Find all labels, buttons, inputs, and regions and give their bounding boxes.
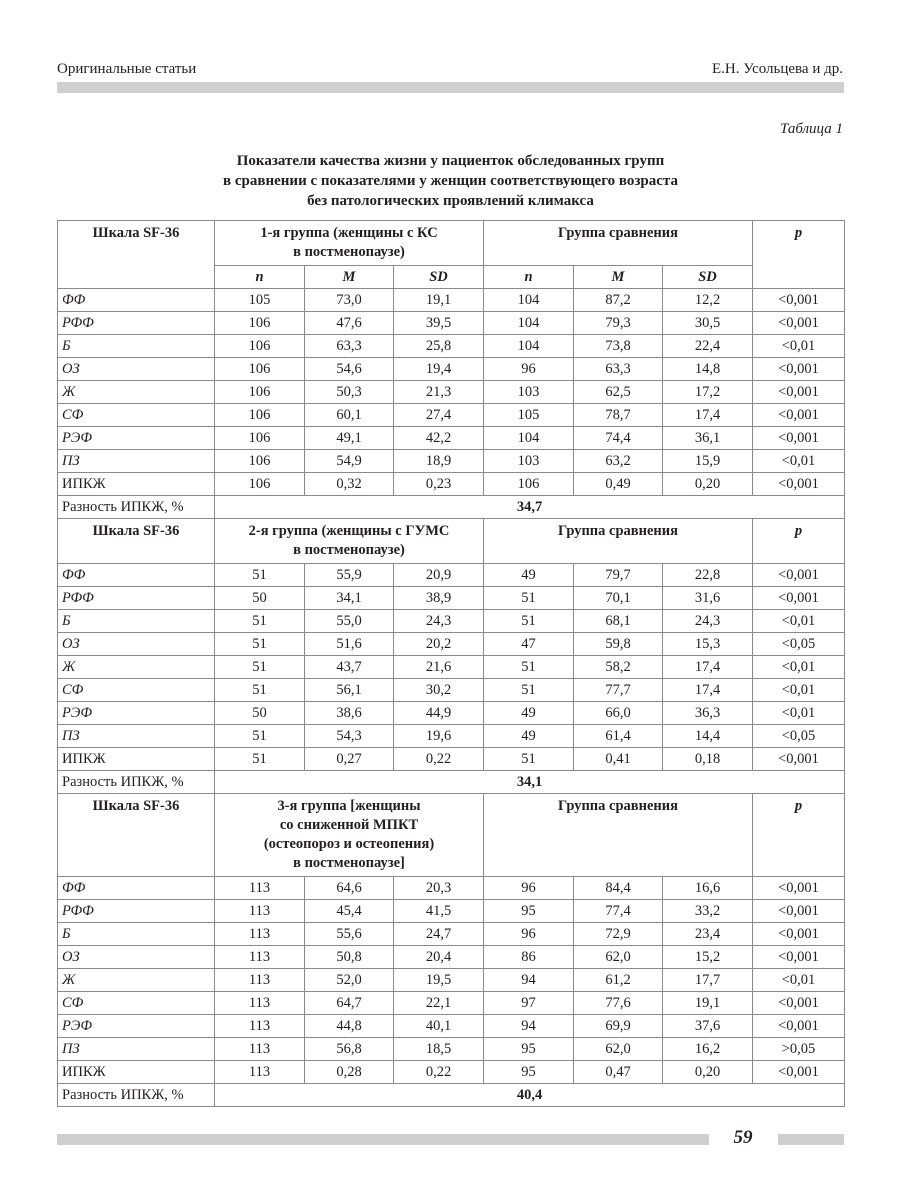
group-n-cell: 106 xyxy=(215,312,305,335)
p-header: p xyxy=(753,221,845,289)
p-value-cell: <0,001 xyxy=(753,312,845,335)
table-row xyxy=(58,381,845,404)
comparison-sd-cell: 17,2 xyxy=(663,381,753,404)
p-value-cell: <0,001 xyxy=(753,404,845,427)
comparison-m-cell: 62,0 xyxy=(574,946,663,969)
comparison-n-cell: 51 xyxy=(484,679,574,702)
table-row xyxy=(58,1015,845,1038)
comparison-m-cell: 69,9 xyxy=(574,1015,663,1038)
quality-of-life-table xyxy=(57,220,845,1107)
comparison-n-cell: 47 xyxy=(484,633,574,656)
p-value-cell: <0,001 xyxy=(753,748,845,771)
scale-label-cell: СФ xyxy=(58,679,215,702)
group-m-cell: 52,0 xyxy=(305,969,394,992)
comparison-sd-cell: 37,6 xyxy=(663,1015,753,1038)
diff-row xyxy=(58,496,845,519)
group-sd-cell: 19,1 xyxy=(394,289,484,312)
group-n-cell: 113 xyxy=(215,1038,305,1061)
p-header: p xyxy=(753,794,845,877)
comparison-sd-cell: 24,3 xyxy=(663,610,753,633)
comparison-n-cell: 51 xyxy=(484,748,574,771)
group-title-header xyxy=(215,794,484,877)
scale-label-cell: Ж xyxy=(58,381,215,404)
group-sd-cell: 20,3 xyxy=(394,877,484,900)
comparison-m-cell: 70,1 xyxy=(574,587,663,610)
subheader-sd: SD xyxy=(394,266,484,289)
header-rule xyxy=(57,82,844,93)
comparison-sd-cell: 17,7 xyxy=(663,969,753,992)
comparison-m-cell: 72,9 xyxy=(574,923,663,946)
subheader-m: M xyxy=(305,266,394,289)
group-sd-cell: 20,9 xyxy=(394,564,484,587)
table-title xyxy=(57,151,844,211)
group-n-cell: 51 xyxy=(215,656,305,679)
scale-header: Шкала SF-36 xyxy=(58,221,215,289)
comparison-m-cell: 77,7 xyxy=(574,679,663,702)
comparison-sd-cell: 0,18 xyxy=(663,748,753,771)
scale-label-cell: РФФ xyxy=(58,312,215,335)
table-row xyxy=(58,969,845,992)
group-n-cell: 106 xyxy=(215,381,305,404)
group-n-cell: 106 xyxy=(215,450,305,473)
group-n-cell: 51 xyxy=(215,725,305,748)
p-value-cell: <0,001 xyxy=(753,358,845,381)
comparison-n-cell: 51 xyxy=(484,610,574,633)
comparison-n-cell: 106 xyxy=(484,473,574,496)
scale-label-cell: РЭФ xyxy=(58,1015,215,1038)
scale-label-cell: ОЗ xyxy=(58,358,215,381)
scale-label-cell: Ж xyxy=(58,656,215,679)
group-sd-cell: 24,3 xyxy=(394,610,484,633)
group-sd-cell: 19,5 xyxy=(394,969,484,992)
p-value-cell: >0,05 xyxy=(753,1038,845,1061)
group-n-cell: 113 xyxy=(215,900,305,923)
comparison-m-cell: 63,2 xyxy=(574,450,663,473)
scale-label-cell: РФФ xyxy=(58,587,215,610)
group-m-cell: 56,8 xyxy=(305,1038,394,1061)
group-sd-cell: 21,6 xyxy=(394,656,484,679)
group-n-cell: 51 xyxy=(215,633,305,656)
table-row xyxy=(58,679,845,702)
group-title-line: в постменопаузе] xyxy=(293,855,405,871)
group-header-row xyxy=(58,519,845,564)
table-row xyxy=(58,358,845,381)
scale-label-cell: ПЗ xyxy=(58,1038,215,1061)
group-n-cell: 106 xyxy=(215,404,305,427)
diff-value-cell: 34,7 xyxy=(215,496,845,519)
group-sd-cell: 20,2 xyxy=(394,633,484,656)
diff-row xyxy=(58,771,845,794)
comparison-m-cell: 79,3 xyxy=(574,312,663,335)
group-header-row xyxy=(58,221,845,266)
subheader-n: n xyxy=(484,266,574,289)
comparison-n-cell: 94 xyxy=(484,969,574,992)
scale-label-cell: ПЗ xyxy=(58,450,215,473)
comparison-m-cell: 63,3 xyxy=(574,358,663,381)
comparison-m-cell: 62,5 xyxy=(574,381,663,404)
scale-label-cell: Б xyxy=(58,923,215,946)
group-m-cell: 49,1 xyxy=(305,427,394,450)
p-value-cell: <0,05 xyxy=(753,633,845,656)
group-sd-cell: 44,9 xyxy=(394,702,484,725)
comparison-sd-cell: 22,8 xyxy=(663,564,753,587)
group-m-cell: 45,4 xyxy=(305,900,394,923)
table-row xyxy=(58,702,845,725)
comparison-n-cell: 96 xyxy=(484,923,574,946)
comparison-n-cell: 104 xyxy=(484,427,574,450)
group-sd-cell: 22,1 xyxy=(394,992,484,1015)
comparison-sd-cell: 36,1 xyxy=(663,427,753,450)
p-value-cell: <0,01 xyxy=(753,679,845,702)
comparison-m-cell: 87,2 xyxy=(574,289,663,312)
group-title-line: в постменопаузе) xyxy=(293,542,405,558)
table-row xyxy=(58,312,845,335)
comparison-m-cell: 77,4 xyxy=(574,900,663,923)
comparison-m-cell: 61,4 xyxy=(574,725,663,748)
diff-label-cell: Разность ИПКЖ, % xyxy=(58,771,215,794)
group-n-cell: 113 xyxy=(215,969,305,992)
table-title-line: без патологических проявлений климакса xyxy=(307,193,594,209)
group-m-cell: 64,7 xyxy=(305,992,394,1015)
group-header-row xyxy=(58,794,845,877)
table-row xyxy=(58,427,845,450)
group-m-cell: 55,6 xyxy=(305,923,394,946)
group-n-cell: 113 xyxy=(215,992,305,1015)
comparison-group-header: Группа сравнения xyxy=(484,221,753,266)
p-value-cell: <0,01 xyxy=(753,335,845,358)
comparison-n-cell: 104 xyxy=(484,289,574,312)
group-m-cell: 44,8 xyxy=(305,1015,394,1038)
group-sd-cell: 41,5 xyxy=(394,900,484,923)
comparison-m-cell: 68,1 xyxy=(574,610,663,633)
table-row xyxy=(58,1061,845,1084)
comparison-sd-cell: 15,9 xyxy=(663,450,753,473)
group-n-cell: 113 xyxy=(215,1061,305,1084)
comparison-m-cell: 66,0 xyxy=(574,702,663,725)
group-sd-cell: 42,2 xyxy=(394,427,484,450)
comparison-sd-cell: 22,4 xyxy=(663,335,753,358)
group-sd-cell: 18,9 xyxy=(394,450,484,473)
scale-label-cell: ИПКЖ xyxy=(58,748,215,771)
comparison-n-cell: 96 xyxy=(484,877,574,900)
comparison-sd-cell: 15,3 xyxy=(663,633,753,656)
scale-label-cell: Б xyxy=(58,610,215,633)
scale-label-cell: РФФ xyxy=(58,900,215,923)
group-n-cell: 51 xyxy=(215,610,305,633)
comparison-m-cell: 73,8 xyxy=(574,335,663,358)
group-sd-cell: 27,4 xyxy=(394,404,484,427)
group-sd-cell: 18,5 xyxy=(394,1038,484,1061)
page-number: 59 xyxy=(733,1127,753,1148)
p-value-cell: <0,01 xyxy=(753,450,845,473)
comparison-m-cell: 78,7 xyxy=(574,404,663,427)
group-sd-cell: 24,7 xyxy=(394,923,484,946)
p-value-cell: <0,05 xyxy=(753,725,845,748)
comparison-group-header: Группа сравнения xyxy=(484,794,753,877)
group-title-line: 1-я группа (женщины с КС xyxy=(260,225,438,241)
table-row xyxy=(58,656,845,679)
p-value-cell: <0,01 xyxy=(753,702,845,725)
group-m-cell: 64,6 xyxy=(305,877,394,900)
group-m-cell: 0,28 xyxy=(305,1061,394,1084)
group-m-cell: 60,1 xyxy=(305,404,394,427)
scale-label-cell: РЭФ xyxy=(58,702,215,725)
comparison-sd-cell: 17,4 xyxy=(663,404,753,427)
comparison-m-cell: 61,2 xyxy=(574,969,663,992)
group-sd-cell: 38,9 xyxy=(394,587,484,610)
table-row xyxy=(58,633,845,656)
scale-label-cell: СФ xyxy=(58,404,215,427)
scale-label-cell: ФФ xyxy=(58,877,215,900)
group-n-cell: 51 xyxy=(215,564,305,587)
comparison-sd-cell: 17,4 xyxy=(663,679,753,702)
subheader-m: M xyxy=(574,266,663,289)
table-row xyxy=(58,900,845,923)
comparison-m-cell: 79,7 xyxy=(574,564,663,587)
scale-label-cell: Б xyxy=(58,335,215,358)
scale-label-cell: ФФ xyxy=(58,289,215,312)
group-sd-cell: 0,22 xyxy=(394,1061,484,1084)
group-m-cell: 0,27 xyxy=(305,748,394,771)
running-header-section: Оригинальные статьи xyxy=(57,61,197,77)
p-value-cell: <0,001 xyxy=(753,587,845,610)
group-sd-cell: 25,8 xyxy=(394,335,484,358)
table-title-line: в сравнении с показателями у женщин соответствующего возраста xyxy=(223,173,678,189)
group-m-cell: 55,0 xyxy=(305,610,394,633)
scale-label-cell: ИПКЖ xyxy=(58,1061,215,1084)
comparison-sd-cell: 16,6 xyxy=(663,877,753,900)
comparison-n-cell: 86 xyxy=(484,946,574,969)
group-n-cell: 51 xyxy=(215,679,305,702)
table-row xyxy=(58,404,845,427)
comparison-n-cell: 51 xyxy=(484,656,574,679)
group-m-cell: 56,1 xyxy=(305,679,394,702)
comparison-sd-cell: 16,2 xyxy=(663,1038,753,1061)
comparison-sd-cell: 30,5 xyxy=(663,312,753,335)
group-sd-cell: 21,3 xyxy=(394,381,484,404)
comparison-n-cell: 49 xyxy=(484,702,574,725)
group-m-cell: 38,6 xyxy=(305,702,394,725)
comparison-m-cell: 84,4 xyxy=(574,877,663,900)
group-m-cell: 63,3 xyxy=(305,335,394,358)
diff-value-cell: 34,1 xyxy=(215,771,845,794)
group-m-cell: 51,6 xyxy=(305,633,394,656)
group-title-line: в постменопаузе) xyxy=(293,244,405,260)
p-header: p xyxy=(753,519,845,564)
group-n-cell: 113 xyxy=(215,877,305,900)
footer-rule-right xyxy=(778,1134,844,1145)
p-value-cell: <0,001 xyxy=(753,1061,845,1084)
comparison-n-cell: 95 xyxy=(484,900,574,923)
p-value-cell: <0,001 xyxy=(753,1015,845,1038)
table-row xyxy=(58,748,845,771)
group-title-line: (остеопороз и остеопения) xyxy=(263,836,435,852)
p-value-cell: <0,01 xyxy=(753,969,845,992)
table-title-line: Показатели качества жизни у пациенток обследованных групп xyxy=(236,153,665,169)
group-n-cell: 113 xyxy=(215,923,305,946)
comparison-n-cell: 95 xyxy=(484,1061,574,1084)
group-n-cell: 51 xyxy=(215,748,305,771)
comparison-m-cell: 62,0 xyxy=(574,1038,663,1061)
scale-label-cell: ИПКЖ xyxy=(58,473,215,496)
comparison-sd-cell: 23,4 xyxy=(663,923,753,946)
footer-rule xyxy=(57,1134,709,1145)
table-row xyxy=(58,1038,845,1061)
group-m-cell: 54,9 xyxy=(305,450,394,473)
group-m-cell: 47,6 xyxy=(305,312,394,335)
p-value-cell: <0,001 xyxy=(753,900,845,923)
p-value-cell: <0,001 xyxy=(753,381,845,404)
group-m-cell: 55,9 xyxy=(305,564,394,587)
group-sd-cell: 19,4 xyxy=(394,358,484,381)
group-m-cell: 54,3 xyxy=(305,725,394,748)
group-sd-cell: 40,1 xyxy=(394,1015,484,1038)
comparison-n-cell: 94 xyxy=(484,1015,574,1038)
group-sd-cell: 20,4 xyxy=(394,946,484,969)
group-n-cell: 106 xyxy=(215,335,305,358)
comparison-sd-cell: 14,4 xyxy=(663,725,753,748)
comparison-m-cell: 0,41 xyxy=(574,748,663,771)
scale-label-cell: ОЗ xyxy=(58,946,215,969)
table-row xyxy=(58,335,845,358)
comparison-n-cell: 103 xyxy=(484,381,574,404)
group-sd-cell: 0,22 xyxy=(394,748,484,771)
subheader-n: n xyxy=(215,266,305,289)
comparison-n-cell: 49 xyxy=(484,725,574,748)
comparison-sd-cell: 15,2 xyxy=(663,946,753,969)
group-n-cell: 113 xyxy=(215,1015,305,1038)
group-sd-cell: 19,6 xyxy=(394,725,484,748)
table-row xyxy=(58,725,845,748)
scale-label-cell: СФ xyxy=(58,992,215,1015)
table-row xyxy=(58,610,845,633)
table-number: Таблица 1 xyxy=(780,121,843,137)
scale-label-cell: ПЗ xyxy=(58,725,215,748)
comparison-n-cell: 104 xyxy=(484,335,574,358)
group-n-cell: 106 xyxy=(215,473,305,496)
group-m-cell: 34,1 xyxy=(305,587,394,610)
comparison-n-cell: 103 xyxy=(484,450,574,473)
group-m-cell: 50,3 xyxy=(305,381,394,404)
group-m-cell: 73,0 xyxy=(305,289,394,312)
diff-label-cell: Разность ИПКЖ, % xyxy=(58,496,215,519)
comparison-sd-cell: 0,20 xyxy=(663,473,753,496)
diff-row xyxy=(58,1084,845,1107)
p-value-cell: <0,001 xyxy=(753,564,845,587)
group-n-cell: 50 xyxy=(215,587,305,610)
group-title-header xyxy=(215,221,484,266)
comparison-m-cell: 0,47 xyxy=(574,1061,663,1084)
comparison-n-cell: 97 xyxy=(484,992,574,1015)
group-n-cell: 106 xyxy=(215,427,305,450)
comparison-sd-cell: 33,2 xyxy=(663,900,753,923)
table-row xyxy=(58,564,845,587)
comparison-sd-cell: 12,2 xyxy=(663,289,753,312)
p-value-cell: <0,001 xyxy=(753,923,845,946)
comparison-m-cell: 74,4 xyxy=(574,427,663,450)
group-n-cell: 50 xyxy=(215,702,305,725)
group-m-cell: 54,6 xyxy=(305,358,394,381)
group-title-header xyxy=(215,519,484,564)
group-sd-cell: 30,2 xyxy=(394,679,484,702)
p-value-cell: <0,001 xyxy=(753,289,845,312)
p-value-cell: <0,001 xyxy=(753,877,845,900)
group-n-cell: 113 xyxy=(215,946,305,969)
group-title-line: 3-я группа [женщины xyxy=(277,798,421,814)
comparison-sd-cell: 19,1 xyxy=(663,992,753,1015)
comparison-sd-cell: 31,6 xyxy=(663,587,753,610)
comparison-sd-cell: 36,3 xyxy=(663,702,753,725)
group-title-line: со сниженной МПКТ xyxy=(279,817,419,833)
p-value-cell: <0,001 xyxy=(753,427,845,450)
group-sd-cell: 39,5 xyxy=(394,312,484,335)
table-row xyxy=(58,587,845,610)
p-value-cell: <0,01 xyxy=(753,656,845,679)
comparison-m-cell: 59,8 xyxy=(574,633,663,656)
p-value-cell: <0,001 xyxy=(753,946,845,969)
group-m-cell: 0,32 xyxy=(305,473,394,496)
table-row xyxy=(58,877,845,900)
scale-header: Шкала SF-36 xyxy=(58,794,215,877)
table-row xyxy=(58,450,845,473)
table-row xyxy=(58,946,845,969)
p-value-cell: <0,001 xyxy=(753,992,845,1015)
running-header-authors: Е.Н. Усольцева и др. xyxy=(712,61,843,77)
comparison-n-cell: 104 xyxy=(484,312,574,335)
comparison-sd-cell: 14,8 xyxy=(663,358,753,381)
comparison-n-cell: 51 xyxy=(484,587,574,610)
comparison-n-cell: 49 xyxy=(484,564,574,587)
table-row xyxy=(58,992,845,1015)
comparison-group-header: Группа сравнения xyxy=(484,519,753,564)
comparison-m-cell: 0,49 xyxy=(574,473,663,496)
comparison-m-cell: 77,6 xyxy=(574,992,663,1015)
group-m-cell: 50,8 xyxy=(305,946,394,969)
comparison-sd-cell: 0,20 xyxy=(663,1061,753,1084)
group-sd-cell: 0,23 xyxy=(394,473,484,496)
scale-label-cell: ФФ xyxy=(58,564,215,587)
diff-value-cell: 40,4 xyxy=(215,1084,845,1107)
group-n-cell: 105 xyxy=(215,289,305,312)
comparison-m-cell: 58,2 xyxy=(574,656,663,679)
comparison-n-cell: 95 xyxy=(484,1038,574,1061)
comparison-sd-cell: 17,4 xyxy=(663,656,753,679)
comparison-n-cell: 96 xyxy=(484,358,574,381)
group-m-cell: 43,7 xyxy=(305,656,394,679)
table-row xyxy=(58,473,845,496)
comparison-n-cell: 105 xyxy=(484,404,574,427)
p-value-cell: <0,001 xyxy=(753,473,845,496)
scale-label-cell: ОЗ xyxy=(58,633,215,656)
group-n-cell: 106 xyxy=(215,358,305,381)
scale-label-cell: Ж xyxy=(58,969,215,992)
p-value-cell: <0,01 xyxy=(753,610,845,633)
table-row xyxy=(58,289,845,312)
group-title-line: 2-я группа (женщины с ГУМС xyxy=(248,523,450,539)
diff-label-cell: Разность ИПКЖ, % xyxy=(58,1084,215,1107)
subheader-sd: SD xyxy=(663,266,753,289)
scale-header: Шкала SF-36 xyxy=(58,519,215,564)
table-row xyxy=(58,923,845,946)
scale-label-cell: РЭФ xyxy=(58,427,215,450)
